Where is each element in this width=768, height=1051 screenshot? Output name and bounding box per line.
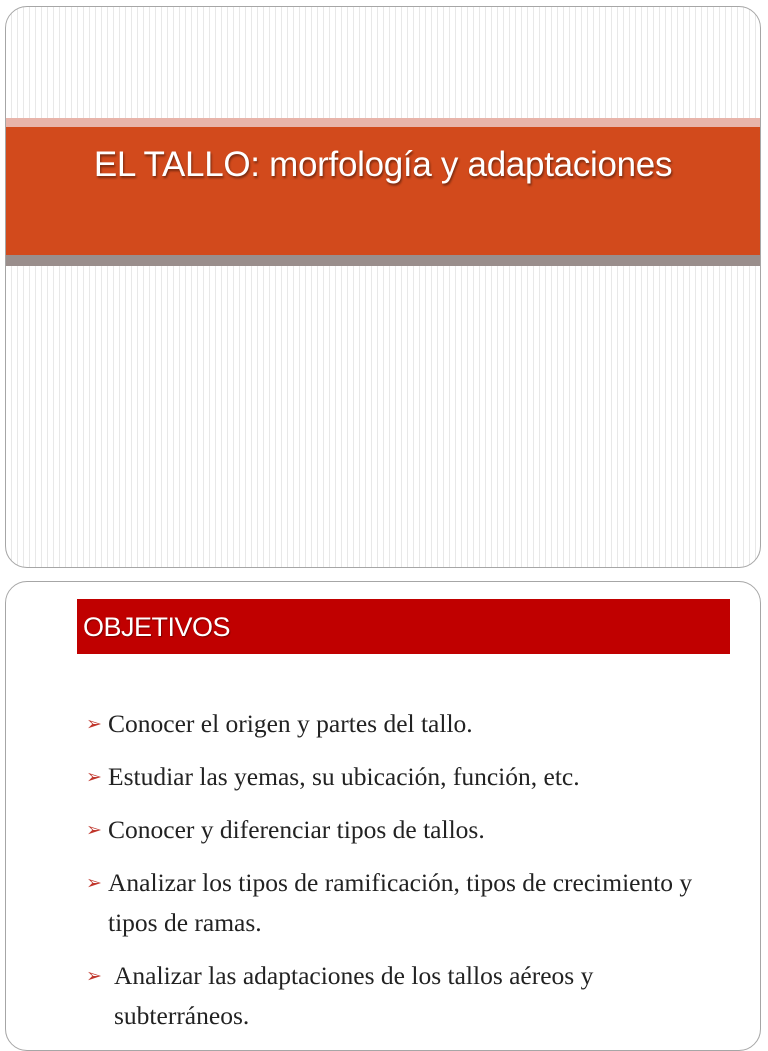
- list-item: [86, 863, 726, 943]
- title-band-bottom-stripe: [6, 255, 760, 266]
- list-item-text: Analizar las adaptaciones de los tallos aéreos y subterráneos.: [114, 961, 594, 1030]
- arrowhead-bullet-icon: ➢: [86, 819, 102, 841]
- slide-title: EL TALLO: morfología y adaptaciones: [93, 145, 673, 184]
- list-item-text: Conocer y diferenciar tipos de tallos.: [108, 815, 485, 844]
- arrowhead-bullet-icon: ➢: [86, 713, 102, 735]
- arrowhead-bullet-icon: ➢: [86, 965, 102, 987]
- objectives-slide: [5, 581, 761, 1051]
- arrowhead-bullet-icon: ➢: [86, 872, 102, 894]
- arrowhead-bullet-icon: ➢: [86, 766, 102, 788]
- list-item-text: Conocer el origen y partes del tallo.: [108, 709, 473, 738]
- list-item: [86, 956, 726, 1036]
- title-band-top-stripe: [6, 118, 760, 127]
- objectives-header: [77, 599, 730, 654]
- objectives-list: [86, 704, 726, 1049]
- title-slide: [5, 6, 761, 568]
- objectives-header-text: OBJETIVOS: [83, 612, 231, 642]
- list-item: [86, 757, 726, 797]
- list-item: [86, 704, 726, 744]
- list-item-text: Analizar los tipos de ramificación, tipos de crecimiento y tipos de ramas.: [108, 868, 693, 937]
- list-item: [86, 810, 726, 850]
- list-item-text: Estudiar las yemas, su ubicación, función, etc.: [108, 762, 580, 791]
